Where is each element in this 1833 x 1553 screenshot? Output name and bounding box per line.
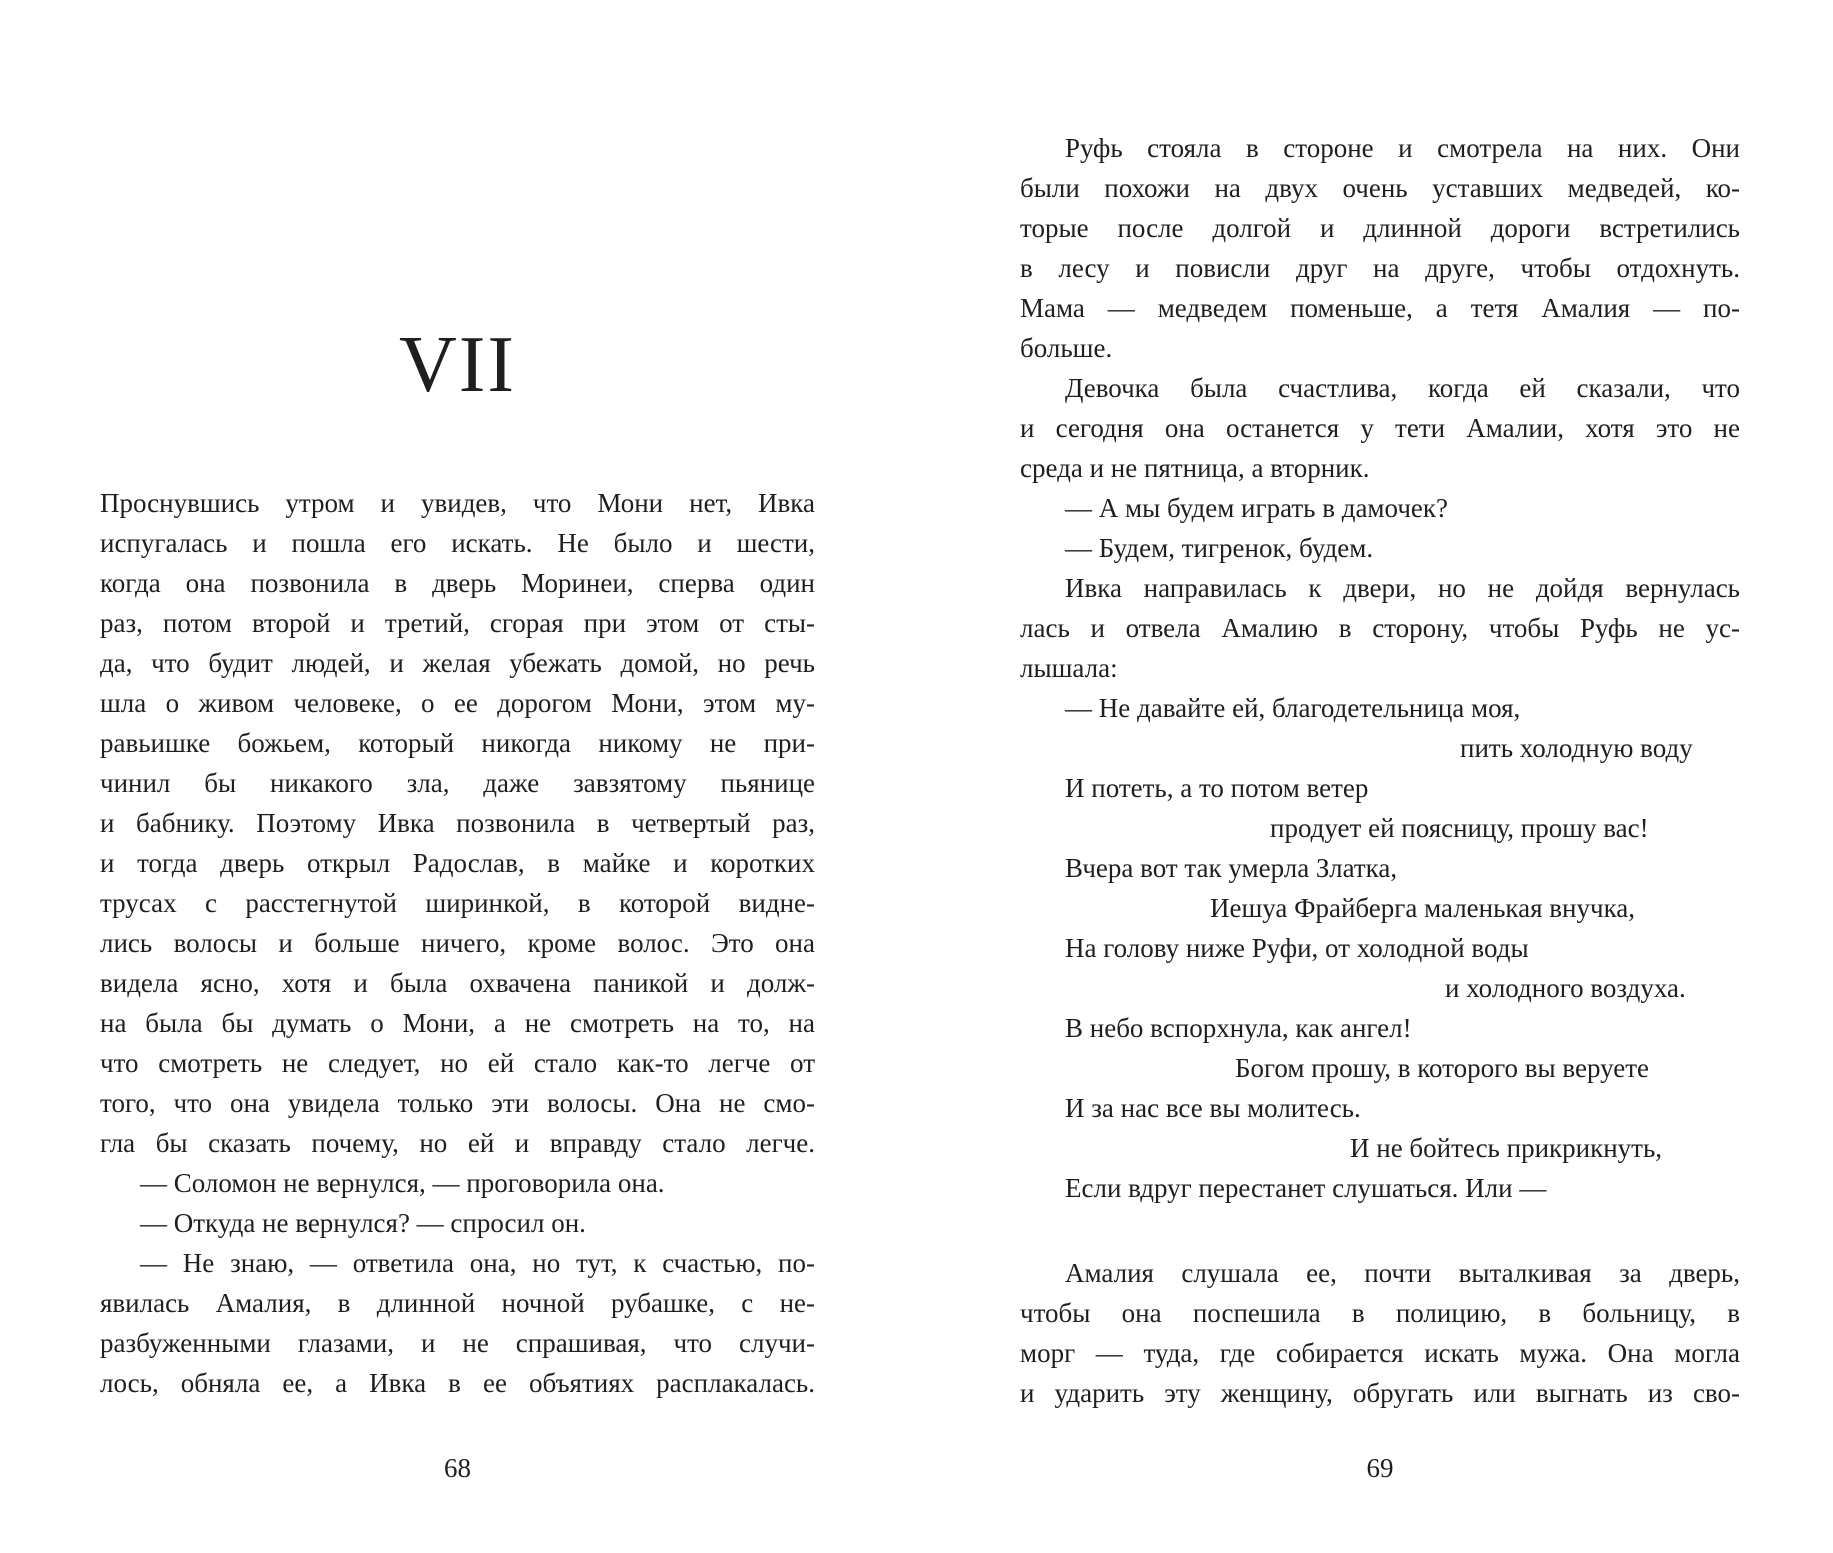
chapter-title: VII: [398, 321, 517, 409]
text-line: — Откуда не вернулся? — спросил он.: [140, 1208, 586, 1238]
text-line: Мама — медведем поменьше, а тетя Амалия — по-: [1020, 293, 1740, 323]
text-line: на была бы думать о Мони, а не смотреть на то, на: [100, 1008, 815, 1038]
text-line: Амалия слушала ее, почти выталкивая за дверь,: [1065, 1258, 1740, 1288]
text-line: среда и не пятница, а вторник.: [1020, 453, 1370, 483]
text-line: равьишке божьем, который никогда никому не при-: [100, 728, 815, 758]
text-line: Ивка направилась к двери, но не дойдя вернулась: [1065, 573, 1740, 603]
text-line: да, что будит людей, и желая убежать домой, но речь: [100, 648, 815, 678]
page-number: 68: [444, 1453, 471, 1483]
right-page: [1020, 0, 1740, 1553]
text-line: того, что она увидела только эти волосы. Она не смо-: [100, 1088, 815, 1118]
text-line: лышала:: [1020, 653, 1118, 683]
text-line: больше.: [1020, 333, 1113, 363]
text-line: — Соломон не вернулся, — проговорила она.: [140, 1168, 665, 1198]
text-line: лись волосы и больше ничего, кроме волос. Это она: [100, 928, 815, 958]
text-line: испугалась и пошла его искать. Не было и шести,: [100, 528, 815, 558]
poem-line: продует ей поясницу, прошу вас!: [1270, 813, 1649, 843]
text-line: были похожи на двух очень уставших медведей, ко-: [1020, 173, 1740, 203]
text-line: в лесу и повисли друг на друге, чтобы отдохнуть.: [1020, 253, 1740, 283]
text-line: лось, обняла ее, а Ивка в ее объятиях расплакалась.: [100, 1368, 815, 1398]
poem-line: Вчера вот так умерла Златка,: [1065, 853, 1398, 883]
poem-line: В небо вспорхнула, как ангел!: [1065, 1013, 1412, 1043]
page-number: 69: [1366, 1453, 1394, 1483]
poem-line: И за нас все вы молитесь.: [1065, 1093, 1361, 1123]
text-line: и бабнику. Поэтому Ивка позвонила в четвертый раз,: [100, 808, 815, 838]
text-line: торые после долгой и длинной дороги встретились: [1020, 213, 1740, 243]
text-line: чинил бы никакого зла, даже завзятому пьянице: [100, 768, 815, 798]
poem-line: пить холодную воду: [1460, 733, 1693, 763]
text-line: когда она позвонила в дверь Моринеи, сперва один: [100, 568, 815, 598]
text-line: гла бы сказать почему, но ей и вправду стало легче.: [100, 1128, 815, 1158]
text-line: морг — туда, где собирается искать мужа. Она могла: [1020, 1338, 1740, 1368]
text-line: Проснувшись утром и увидев, что Мони нет, Ивка: [100, 488, 815, 518]
text-line: явилась Амалия, в длинной ночной рубашке, с не-: [100, 1288, 815, 1318]
poem-line: И не бойтесь прикрикнуть,: [1350, 1133, 1663, 1163]
poem-line: На голову ниже Руфи, от холодной воды: [1065, 933, 1529, 963]
poem-line: Если вдруг перестанет слушаться. Или —: [1065, 1173, 1547, 1203]
text-line: чтобы она поспешила в полицию, в больницу, в: [1020, 1298, 1740, 1328]
text-line: разбуженными глазами, и не спрашивая, что случи-: [100, 1328, 815, 1358]
text-line: и тогда дверь открыл Радослав, в майке и коротких: [100, 848, 815, 878]
text-line: шла о живом человеке, о ее дорогом Мони, этом му-: [100, 688, 815, 718]
text-line: и ударить эту женщину, обругать или выгнать из сво-: [1020, 1378, 1740, 1408]
text-line: Руфь стояла в стороне и смотрела на них. Они: [1065, 133, 1740, 163]
text-line: видела ясно, хотя и была охвачена паникой и долж-: [100, 968, 815, 998]
text-line: лась и отвела Амалию в сторону, чтобы Руфь не ус-: [1020, 613, 1740, 643]
text-line: — Не знаю, — ответила она, но тут, к счастью, по-: [140, 1248, 815, 1278]
text-line: — А мы будем играть в дамочек?: [1065, 493, 1448, 523]
poem-line: и холодного воздуха.: [1445, 973, 1686, 1003]
poem-line: — Не давайте ей, благодетельница моя,: [1065, 693, 1521, 723]
text-line: — Будем, тигренок, будем.: [1065, 533, 1374, 563]
text-line: Девочка была счастлива, когда ей сказали, что: [1065, 373, 1740, 403]
poem-line: Богом прошу, в которого вы веруете: [1235, 1053, 1650, 1083]
text-line: трусах с расстегнутой ширинкой, в которой видне-: [100, 888, 815, 918]
poem-line: И потеть, а то потом ветер: [1065, 773, 1369, 803]
text-line: что смотреть не следует, но ей стало как-то легче от: [100, 1048, 815, 1078]
left-page: [100, 0, 815, 1553]
text-line: и сегодня она останется у тети Амалии, хотя это не: [1020, 413, 1740, 443]
text-line: раз, потом второй и третий, сгорая при этом от сты-: [100, 608, 815, 638]
poem-line: Иешуа Фрайберга маленькая внучка,: [1210, 893, 1636, 923]
